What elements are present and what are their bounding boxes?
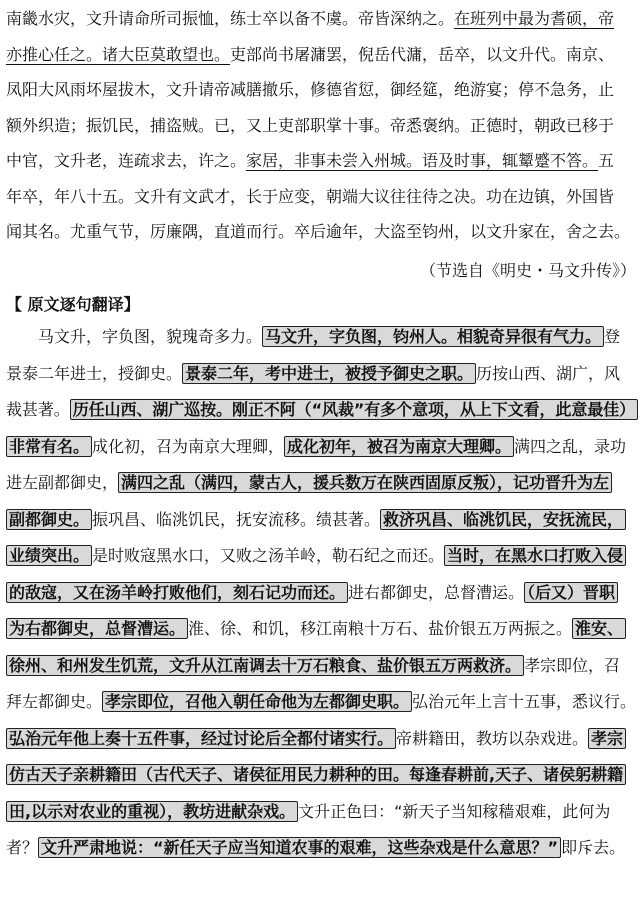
highlighted-translation: 淮安、	[572, 618, 626, 639]
translation-line	[6, 722, 638, 756]
translation-line	[6, 612, 638, 646]
text-run: 淮、徐、和饥，移江南粮十万石、盐价银五万两振之。	[188, 619, 573, 638]
highlighted-translation: 仿古天子亲耕籍田（古代天子、诸侯征用民力耕种的田。每逢春耕前,天子、诸侯躬耕籍	[6, 764, 626, 785]
passage-line	[6, 73, 638, 107]
text-run: 南畿水灾，文升请命所司振恤，练士卒以备不虞。帝皆深纳之。	[6, 9, 455, 28]
highlighted-translation: 孝宗即位，召他入朝任命他为左都御史职。	[102, 691, 412, 712]
translation-line	[6, 320, 638, 354]
text-run: 是时败寇黑水口，又败之汤羊岭，勒石纪之而还。	[92, 546, 445, 565]
text-run: 中官，文升老，连疏求去，许之。	[6, 151, 247, 170]
translation-line	[6, 758, 638, 792]
underlined-sentence: 家居，非事未尝入州城。语及时事，辄颦蹙不答。	[246, 151, 599, 170]
highlighted-translation: 田,以示对农业的重视），教坊进献杂戏。	[6, 801, 298, 822]
text-run: 即斥去。	[561, 838, 626, 857]
highlighted-translation: 救济巩昌、临洮饥民，安抚流民，	[380, 509, 626, 530]
section-title: 【 原文逐句翻译】	[6, 295, 140, 314]
translation-line	[6, 831, 638, 865]
source-citation: （节选自《明史・马文升传》）	[419, 261, 636, 280]
highlighted-translation: 当时，在黑水口打败入侵	[444, 545, 626, 566]
passage-line	[6, 180, 638, 214]
text-run: 额外织造；振饥民，捕盗贼。已，又上吏部职掌十事。帝悉褒纳。正德时，朝政已移于	[6, 115, 615, 135]
highlighted-translation: 满四之乱（满四，蒙古人，援兵数万在陕西固原反叛），记功晋升为左	[118, 472, 612, 493]
translation-line	[6, 430, 638, 464]
highlighted-translation: 历任山西、湖广巡按。刚正不阿（“风裁”有多个意项，从上下文看，此意最佳）	[70, 399, 638, 420]
highlighted-translation: 为右都御史，总督漕运。	[6, 618, 188, 639]
text-run: 裁甚著。	[6, 400, 70, 419]
translation-line	[6, 393, 638, 427]
passage-line	[6, 109, 638, 143]
text-run: 振巩昌、临洮饥民，抚安流移。绩甚著。	[92, 509, 381, 529]
text-run: 吏部尚书屠滽罢，倪岳代滽，岳卒，以文升代。南京、	[230, 44, 615, 64]
highlighted-translation: 的敌寇，又在汤羊岭打败他们，刻石记功而还。	[6, 582, 348, 603]
text-run: 景泰二年进士，授御史。	[6, 363, 183, 383]
text-run: 弘治元年上言十五事，悉议行。	[412, 692, 637, 711]
text-run: 文升正色曰：“新天子当知稼穑艰难，此何为	[298, 801, 611, 821]
highlighted-translation: 孝宗	[588, 728, 626, 749]
text-run: 拜左都御史。	[6, 692, 103, 711]
highlighted-translation: 弘治元年他上奏十五件事，经过讨论后全都付诸实行。	[6, 728, 396, 749]
highlighted-translation: 成化初年，被召为南京大理卿。	[284, 436, 514, 457]
underlined-sentence: 在班列中最为耆硕，帝	[454, 9, 615, 28]
translation-line	[6, 576, 638, 610]
text-run: 马文升，字负图，貌瑰奇多力。	[6, 327, 263, 346]
translation-line	[6, 503, 638, 537]
passage-line	[6, 38, 638, 72]
underlined-sentence: 亦推心任之。诸大臣莫敢望也。	[6, 44, 231, 64]
text-run: 年卒，年八十五。文升有文武才，长于应变，朝端大议往往待之决。功在边镇，外国皆	[6, 186, 615, 206]
text-run: 闻其名。尤重气节，厉廉隅，直道而行。卒后逾年，大盗至钧州，以文升家在，舍之去。	[6, 222, 631, 241]
translation-line	[6, 357, 638, 391]
text-run: 成化初，召为南京大理卿，	[92, 436, 285, 456]
text-run: 登	[604, 327, 621, 346]
highlighted-translation: 非常有名。	[6, 436, 92, 457]
highlighted-translation: 副都御史。	[6, 509, 92, 530]
text-run: 五	[598, 151, 615, 170]
text-run: 进左副都御史，	[6, 473, 119, 492]
highlighted-translation: 徐州、和州发生饥荒，文升从江南调去十万石粮食、盐价银五万两救济。	[6, 655, 524, 676]
passage-line	[6, 2, 638, 36]
highlighted-translation: 马文升，字负图，钧州人。相貌奇异很有气力。	[262, 326, 604, 347]
highlighted-translation: 文升严肃地说：“新任天子应当知道农事的艰难，这些杂戏是什么意思？”	[38, 837, 561, 858]
translation-line	[6, 466, 638, 500]
text-run: 历按山西、湖广，风	[476, 363, 621, 383]
passage-line	[6, 215, 638, 249]
text-run: 者？	[6, 838, 39, 857]
text-run: 满四之乱，录功	[514, 436, 627, 456]
highlighted-translation: 景泰二年，考中进士，被授予御史之职。	[182, 363, 476, 384]
highlighted-translation: 业绩突出。	[6, 545, 92, 566]
translation-line	[6, 649, 638, 683]
highlighted-translation: （后又）晋职	[524, 582, 618, 603]
translation-line	[6, 685, 638, 719]
text-run: 进右都御史，总督漕运。	[348, 582, 525, 602]
text-run: 孝宗即位，召	[524, 655, 621, 675]
passage-line	[6, 144, 638, 178]
translation-line	[6, 539, 638, 573]
text-run: 凤阳大风雨坏屋拔木，文升请帝减膳撤乐，修德省愆，御经筵，绝游宴；停不急务，止	[6, 80, 615, 99]
text-run: 帝耕籍田，教坊以杂戏进。	[396, 728, 589, 748]
translation-line	[6, 795, 638, 829]
